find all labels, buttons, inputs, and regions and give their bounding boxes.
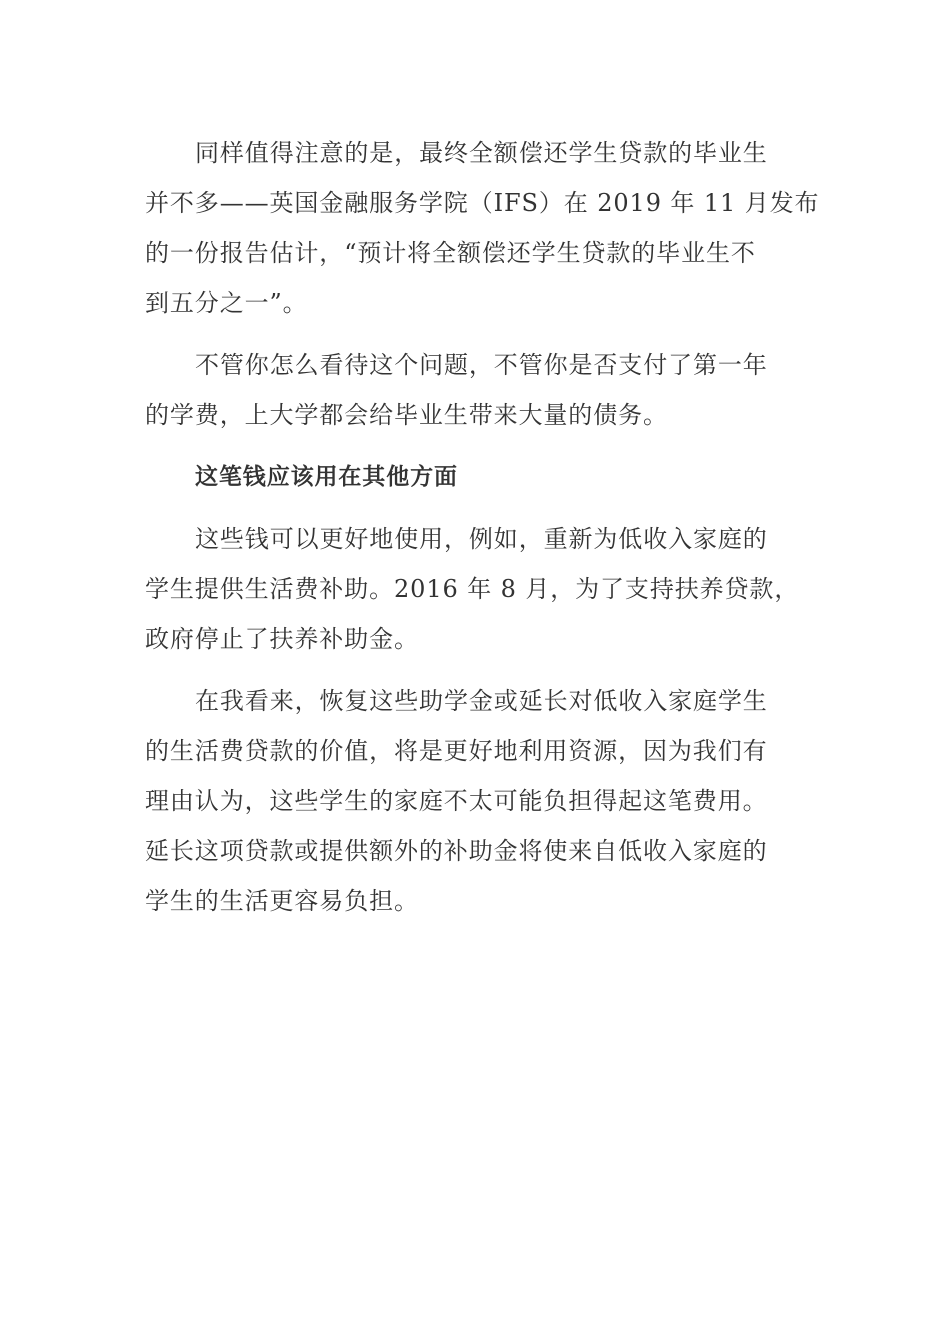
- paragraph-line: 同样值得注意的是，最终全额偿还学生贷款的毕业生: [195, 139, 768, 167]
- paragraph-line: 政府停止了扶养补助金。: [145, 625, 419, 653]
- paragraph-line: 学生提供生活费补助。2016 年 8 月，为了支持扶养贷款，: [145, 575, 800, 603]
- paragraph-line: 延长这项贷款或提供额外的补助金将使来自低收入家庭的: [145, 837, 768, 865]
- paragraph-debt: [145, 340, 793, 440]
- paragraph-line: 这些钱可以更好地使用，例如，重新为低收入家庭的: [195, 525, 768, 553]
- section-heading: 这笔钱应该用在其他方面: [195, 464, 458, 490]
- document-body: [145, 128, 820, 938]
- paragraph-line: 不管你怎么看待这个问题，不管你是否支付了第一年: [195, 351, 768, 379]
- paragraph-loan-repayment: [145, 128, 820, 328]
- paragraph-line: 的学费，上大学都会给毕业生带来大量的债务。: [145, 401, 668, 429]
- paragraph-line: 学生的生活更容易负担。: [145, 887, 419, 915]
- paragraph-maintenance-grants: [145, 514, 800, 664]
- paragraph-line: 并不多——英国金融服务学院（IFS）在 2019 年 11 月发布: [145, 189, 820, 217]
- paragraph-line: 到五分之一”。: [145, 289, 308, 317]
- paragraph-line: 理由认为，这些学生的家庭不太可能负担得起这笔费用。: [145, 787, 768, 815]
- paragraph-line: 的生活费贷款的价值，将是更好地利用资源，因为我们有: [145, 737, 768, 765]
- paragraph-opinion: [145, 676, 793, 926]
- paragraph-line: 在我看来，恢复这些助学金或延长对低收入家庭学生: [195, 687, 768, 715]
- paragraph-line: 的一份报告估计，“预计将全额偿还学生贷款的毕业生不: [145, 239, 756, 267]
